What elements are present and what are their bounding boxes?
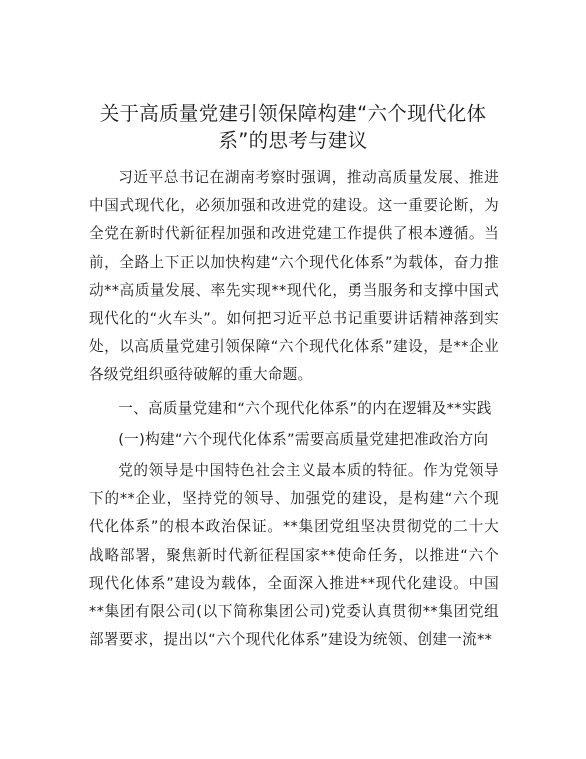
document-body — [89, 164, 499, 654]
paragraph-body: 党的领导是中国特色社会主义最本质的特征。作为党领导下的**企业，坚持党的领导、加强党的建设，是构建“六个现代化体系”的根本政治保证。**集团党组坚决贯彻党的二十大战略部署，聚焦新时代新征程国家**使命任务，以推进“六个现代化体系”建设为载体，全面深入推进**现代化建设。中国**集团有限公司(以下简称集团公司)党委认真贯彻**集团党组部署要求，提出以“六个现代化体系”建设为统领、创建一流** — [89, 462, 499, 649]
paragraph-intro: 习近平总书记在湖南考察时强调，推动高质量发展、推进中国式现代化，必须加强和改进党的建设。这一重要论断，为全党在新时代新征程加强和改进党建工作提供了根本遵循。当前，全路上下正以加快构建“六个现代化体系”为载体，奋力推动**高质量发展、率先实现**现代化，勇当服务和支撑中国式现代化的“火车头”。如何把习近平总书记重要讲话精神落到实处，以高质量党建引领保障“六个现代化体系”建设，是**企业各级党组织亟待破解的重大命题。 — [89, 169, 499, 384]
subsection-heading: (一)构建“六个现代化体系”需要高质量党建把准政治方向 — [118, 430, 489, 448]
section-heading: 一、高质量党建和“六个现代化体系”的内在逻辑及**实践 — [118, 399, 492, 417]
document-title: 关于高质量党建引领保障构建“六个现代化体系”的思考与建议 — [99, 102, 487, 152]
